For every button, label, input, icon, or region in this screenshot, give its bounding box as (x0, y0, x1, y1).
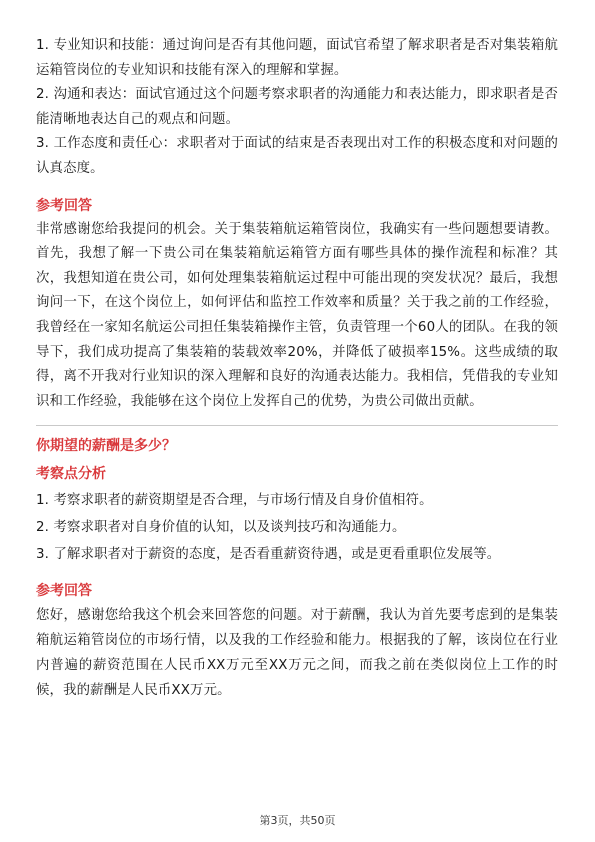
question-heading-2: 你期望的薪酬是多少？ (36, 438, 176, 455)
analysis-point-2: 2. 考察求职者对自身价值的认知，以及谈判技巧和沟通能力。 (36, 520, 406, 536)
intro-points-list (36, 34, 558, 182)
reference-answer-heading-2: 参考回答 (36, 583, 92, 600)
page-number-footer: 第3页，共50页 (259, 814, 336, 827)
analysis-point-1: 1. 考察求职者的薪资期望是否合理，与市场行情及自身价值相符。 (36, 493, 433, 509)
intro-point-1: 1. 专业知识和技能：通过询问是否有其他问题，面试官希望了解求职者是否对集装箱航运箱管岗位的专业知识和技能有深入的理解和掌握。 (36, 38, 558, 78)
reference-answer-2-block (36, 603, 558, 703)
reference-answer-1: 非常感谢您给我提问的机会。关于集装箱航运箱管岗位，我确实有一些问题想要请教。首先，我想了解一下贵公司在集装箱航运箱管方面有哪些具体的操作流程和标准？其次，我想知道在贵公司，如何处理集装箱航运过程中可能出现的突发状况？最后，我想询问一下，在这个岗位上，如何评估和监控工作效率和质量？关于我之前的工作经验，我曾经在一家知名航运公司担任集装箱操作主管，负责管理一个60人的团队。在我的领导下，我们成功提高了集装箱的装载效率20%，并降低了破损率15%。这些成绩的取得，离不开我对行业知识的深入理解和良好的沟通表达能力。我相信，凭借我的专业知识和工作经验，我能够在这个岗位上发挥自己的优势，为贵公司做出贡献。 (36, 221, 558, 409)
section-divider (36, 425, 558, 426)
reference-answer-2: 您好，感谢您给我这个机会来回答您的问题。对于薪酬，我认为首先要考虑到的是集装箱航运箱管岗位的市场行情，以及我的工作经验和能力。根据我的了解，该岗位在行业内普遍的薪资范围在人民币XX万元至XX万元之间，而我之前在类似岗位上工作的时候，我的薪酬是人民币XX万元。 (36, 608, 558, 699)
reference-answer-heading-1: 参考回答 (36, 197, 92, 214)
intro-point-2: 2. 沟通和表达：面试官通过这个问题考察求职者的沟通能力和表达能力，即求职者是否能清晰地表达自己的观点和问题。 (36, 87, 558, 127)
analysis-points-list (36, 487, 558, 568)
intro-point-3: 3. 工作态度和责任心：求职者对于面试的结束是否表现出对工作的积极态度和对问题的认真态度。 (36, 136, 558, 176)
document-page (36, 34, 558, 703)
analysis-heading: 考察点分析 (36, 466, 106, 483)
analysis-point-3: 3. 了解求职者对于薪资的态度，是否看重薪资待遇，或是更看重职位发展等。 (36, 547, 501, 563)
